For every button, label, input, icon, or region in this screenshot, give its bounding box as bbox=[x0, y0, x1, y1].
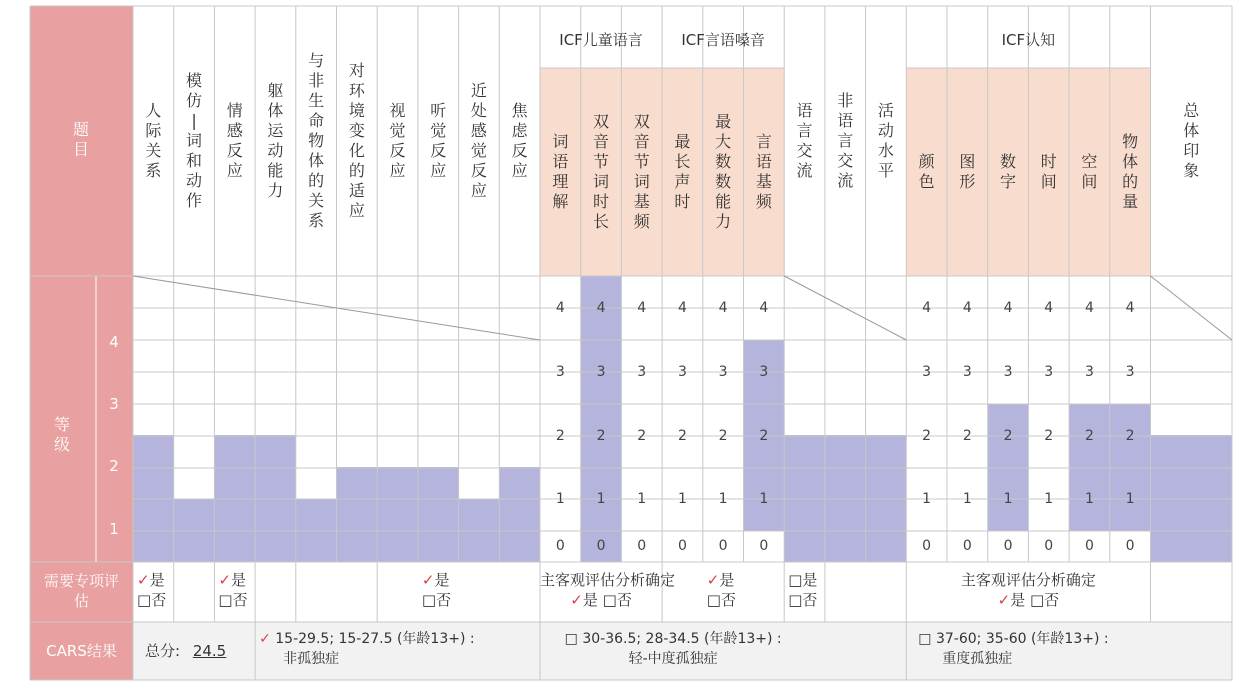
sub-score-value: 1 bbox=[637, 491, 647, 507]
sub-score-value: 1 bbox=[1084, 491, 1094, 507]
yes-checkbox[interactable]: ✓ bbox=[137, 571, 150, 589]
label-char: 的 bbox=[1122, 172, 1139, 191]
label-char: 总 bbox=[1183, 101, 1200, 120]
sub-score-value: 0 bbox=[1125, 538, 1135, 554]
label-char: 应 bbox=[470, 181, 487, 200]
label-char: 数 bbox=[715, 172, 732, 191]
scale-label-3: 3 bbox=[109, 395, 119, 413]
label-char: 觉 bbox=[470, 141, 487, 160]
label-char: 言 bbox=[755, 132, 772, 151]
label-char: 应 bbox=[348, 201, 365, 220]
label-char: 与 bbox=[308, 51, 325, 70]
sub-item-header bbox=[550, 132, 570, 212]
label-char: 量 bbox=[1122, 192, 1139, 211]
column-header-13 bbox=[876, 101, 896, 181]
sub-score-value: 3 bbox=[1044, 364, 1054, 380]
label-char: 应 bbox=[430, 161, 447, 180]
label-char: 应 bbox=[511, 161, 528, 180]
sub-score-value: 2 bbox=[596, 428, 606, 444]
no-checkbox[interactable]: □ bbox=[788, 591, 803, 609]
sub-item-header bbox=[713, 112, 733, 232]
label-char: 双 bbox=[633, 112, 650, 131]
label-char: 处 bbox=[470, 101, 487, 120]
label-char: 仿 bbox=[186, 91, 203, 110]
total-value[interactable]: 24.5 bbox=[192, 642, 227, 660]
group-title: ICF儿童语言 bbox=[559, 31, 643, 49]
label-char: 焦 bbox=[511, 101, 528, 120]
eval-item-1[interactable]: ✓是 □否 bbox=[137, 571, 167, 609]
label-char: 能 bbox=[715, 192, 732, 211]
label-char: 节 bbox=[593, 152, 610, 171]
sub-score-value: 4 bbox=[718, 300, 728, 316]
scale-label-2: 2 bbox=[109, 457, 119, 475]
label-char: 环 bbox=[348, 81, 365, 100]
label-char: 言 bbox=[796, 121, 813, 140]
label-char: 印 bbox=[1183, 141, 1200, 160]
sub-score-value: 2 bbox=[555, 428, 565, 444]
no-checkbox[interactable]: □ bbox=[137, 591, 152, 609]
label-char: 语 bbox=[755, 152, 772, 171]
sub-score-value: 3 bbox=[596, 364, 606, 380]
label-char: 听 bbox=[430, 101, 447, 120]
sub-score-value: 0 bbox=[1003, 538, 1013, 554]
label-char: 动 bbox=[877, 121, 894, 140]
sub-score-value: 2 bbox=[1125, 428, 1135, 444]
row-header-label bbox=[71, 120, 91, 160]
sub-score-value: 0 bbox=[759, 538, 769, 554]
label-char: 系 bbox=[145, 161, 162, 180]
label-char: 虑 bbox=[511, 121, 528, 140]
label-char: 模 bbox=[186, 71, 203, 90]
sub-score-value: 3 bbox=[718, 364, 728, 380]
label-char: 感 bbox=[226, 121, 243, 140]
label-char: 适 bbox=[348, 181, 365, 200]
sub-score-value: 4 bbox=[677, 300, 687, 316]
sub-score-value: 4 bbox=[637, 300, 647, 316]
label-char: 应 bbox=[226, 161, 243, 180]
column-header-11 bbox=[795, 101, 815, 181]
group-title: ICF言语嗓音 bbox=[681, 31, 765, 49]
eval-group-language: 主客观评估分析确定 ✓是 □否 bbox=[540, 571, 676, 609]
sub-score-value: 3 bbox=[677, 364, 687, 380]
sub-score-value: 3 bbox=[637, 364, 647, 380]
column-header-4 bbox=[265, 81, 285, 201]
eval-item-8[interactable]: ✓是 □否 bbox=[421, 571, 452, 609]
yes-checkbox[interactable]: ✓ bbox=[570, 591, 583, 609]
sub-score-value: 1 bbox=[677, 491, 687, 507]
total-label: 总分: bbox=[145, 642, 185, 660]
label-char: 象 bbox=[1183, 161, 1200, 180]
label-char: 解 bbox=[552, 192, 569, 211]
label-char: 的 bbox=[348, 161, 365, 180]
sub-score-value: 1 bbox=[1125, 491, 1135, 507]
column-header-2 bbox=[184, 71, 204, 211]
sub-score-value: 2 bbox=[637, 428, 647, 444]
eval-header-label: 需要专项评估 bbox=[43, 572, 119, 610]
option-checkbox[interactable]: □ bbox=[564, 631, 578, 647]
label-char: 交 bbox=[796, 141, 813, 160]
column-header-6 bbox=[347, 61, 367, 221]
label-char: 非 bbox=[308, 71, 325, 90]
eval-group-cognition: 主客观评估分析确定 ✓是 □否 bbox=[960, 571, 1096, 609]
column-header-8 bbox=[428, 101, 448, 181]
label-char: 人 bbox=[145, 101, 162, 120]
label-char: 非 bbox=[837, 91, 854, 110]
label-char: 最 bbox=[674, 132, 691, 151]
label-char: | bbox=[191, 111, 197, 130]
column-header-3 bbox=[225, 101, 245, 181]
label-char: 理 bbox=[552, 172, 569, 191]
label-char: 动 bbox=[267, 141, 284, 160]
sub-score-value: 1 bbox=[555, 491, 565, 507]
sub-score-value: 2 bbox=[718, 428, 728, 444]
label-char: 语 bbox=[837, 111, 854, 130]
sub-item-header bbox=[1039, 152, 1059, 192]
grade-header-label bbox=[52, 415, 72, 455]
label-char: 体 bbox=[267, 101, 284, 120]
label-char: 变 bbox=[348, 121, 365, 140]
sub-score-value: 4 bbox=[1044, 300, 1054, 316]
sub-item-header bbox=[957, 152, 977, 192]
sub-score-value: 3 bbox=[555, 364, 565, 380]
sub-score-value: 1 bbox=[922, 491, 932, 507]
label-char: 交 bbox=[837, 151, 854, 170]
label-char: 题 bbox=[72, 120, 89, 139]
label-char: 力 bbox=[267, 181, 284, 200]
label-char: 频 bbox=[633, 212, 650, 231]
label-char: 图 bbox=[959, 152, 976, 171]
sub-score-value: 2 bbox=[1084, 428, 1094, 444]
label-char: 言 bbox=[837, 131, 854, 150]
label-char: 关 bbox=[308, 191, 325, 210]
label-char: 反 bbox=[430, 141, 447, 160]
sub-score-value: 0 bbox=[1084, 538, 1094, 554]
label-char: 反 bbox=[511, 141, 528, 160]
label-char: 流 bbox=[796, 161, 813, 180]
sub-item-header bbox=[1120, 132, 1140, 212]
label-char: 关 bbox=[145, 141, 162, 160]
label-char: 字 bbox=[1000, 172, 1017, 191]
option-checkbox[interactable]: ✓ bbox=[259, 631, 271, 647]
label-char: 音 bbox=[593, 132, 610, 151]
option-checkbox[interactable]: □ bbox=[918, 631, 932, 647]
label-char: 和 bbox=[186, 151, 203, 170]
sub-item-header bbox=[632, 112, 652, 232]
label-char: 颜 bbox=[918, 152, 935, 171]
eval-item-nonverbal[interactable]: □是 □否 bbox=[788, 571, 818, 609]
label-char: 物 bbox=[1122, 132, 1139, 151]
label-char: 时 bbox=[593, 192, 610, 211]
no-checkbox[interactable]: □ bbox=[218, 591, 233, 609]
sub-score-value: 0 bbox=[555, 538, 565, 554]
sub-score-value: 2 bbox=[1044, 428, 1054, 444]
label-char: 生 bbox=[308, 91, 325, 110]
label-char: 音 bbox=[633, 132, 650, 151]
group-title: ICF认知 bbox=[1001, 31, 1056, 49]
cars-header-label: CARS结果 bbox=[46, 642, 117, 660]
label-char: 命 bbox=[308, 111, 325, 130]
sub-score-value: 0 bbox=[922, 538, 932, 554]
cars-total bbox=[145, 641, 234, 661]
sub-item-header bbox=[754, 132, 774, 212]
yes-checkbox[interactable]: ✓ bbox=[421, 571, 435, 589]
label-char: 双 bbox=[593, 112, 610, 131]
sub-score-value: 3 bbox=[1003, 364, 1013, 380]
sub-score-value: 1 bbox=[596, 491, 606, 507]
label-char: 情 bbox=[226, 101, 243, 120]
sub-score-value: 3 bbox=[1125, 364, 1135, 380]
label-char: 长 bbox=[593, 212, 610, 231]
label-char: 运 bbox=[267, 121, 284, 140]
label-char: 间 bbox=[1081, 172, 1098, 191]
label-char: 目 bbox=[72, 140, 89, 159]
label-char: 的 bbox=[308, 171, 325, 190]
label-char: 级 bbox=[53, 435, 70, 454]
no-checkbox[interactable]: □ bbox=[1029, 591, 1045, 609]
label-char: 形 bbox=[959, 172, 976, 191]
label-char: 躯 bbox=[267, 81, 284, 100]
label-char: 觉 bbox=[430, 121, 447, 140]
label-char: 节 bbox=[633, 152, 650, 171]
yes-checkbox[interactable]: ✓ bbox=[218, 571, 231, 589]
label-char: 水 bbox=[877, 141, 894, 160]
label-char: 对 bbox=[348, 61, 365, 80]
label-char: 感 bbox=[470, 121, 487, 140]
label-char: 时 bbox=[1040, 152, 1057, 171]
sub-score-value: 4 bbox=[596, 300, 606, 316]
label-char: 词 bbox=[552, 132, 569, 151]
sub-score-value: 1 bbox=[962, 491, 972, 507]
label-char: 体 bbox=[1183, 121, 1200, 140]
label-char: 近 bbox=[470, 81, 487, 100]
eval-item-voice[interactable]: ✓是 □否 bbox=[706, 571, 736, 609]
label-char: 作 bbox=[186, 191, 203, 210]
label-char: 体 bbox=[1122, 152, 1139, 171]
label-char: 等 bbox=[53, 415, 70, 434]
label-char: 活 bbox=[877, 101, 894, 120]
label-char: 觉 bbox=[389, 121, 406, 140]
scale-label-4: 4 bbox=[109, 333, 119, 351]
label-char: 空 bbox=[1081, 152, 1098, 171]
label-char: 平 bbox=[877, 161, 894, 180]
label-char: 化 bbox=[348, 141, 365, 160]
label-char: 能 bbox=[267, 161, 284, 180]
sub-score-value: 4 bbox=[759, 300, 769, 316]
sub-score-value: 0 bbox=[1044, 538, 1054, 554]
label-char: 数 bbox=[715, 152, 732, 171]
column-header-7 bbox=[388, 101, 408, 181]
sub-item-header bbox=[1079, 152, 1099, 192]
label-char: 词 bbox=[633, 172, 650, 191]
label-char: 基 bbox=[633, 192, 650, 211]
sub-item-header bbox=[998, 152, 1018, 192]
no-checkbox[interactable]: □ bbox=[706, 591, 721, 609]
sub-item-header bbox=[672, 132, 692, 212]
sub-score-value: 1 bbox=[1003, 491, 1013, 507]
sub-score-value: 4 bbox=[1003, 300, 1013, 316]
sub-score-value: 4 bbox=[1125, 300, 1135, 316]
label-char: 大 bbox=[715, 132, 732, 151]
label-char: 时 bbox=[674, 192, 691, 211]
label-char: 境 bbox=[348, 101, 365, 120]
column-header-12 bbox=[835, 91, 855, 191]
label-char: 力 bbox=[715, 212, 732, 231]
eval-item-3[interactable]: ✓是 □否 bbox=[218, 571, 248, 609]
sub-score-value: 0 bbox=[677, 538, 687, 554]
sub-score-value: 0 bbox=[637, 538, 647, 554]
label-char: 流 bbox=[837, 171, 854, 190]
sub-score-value: 3 bbox=[1084, 364, 1094, 380]
label-char: 应 bbox=[389, 161, 406, 180]
sub-item-header bbox=[591, 112, 611, 232]
sub-score-value: 4 bbox=[555, 300, 565, 316]
sub-score-value: 3 bbox=[962, 364, 972, 380]
label-char: 语 bbox=[552, 152, 569, 171]
sub-score-value: 3 bbox=[759, 364, 769, 380]
column-header-9 bbox=[469, 81, 489, 201]
sub-score-value: 1 bbox=[759, 491, 769, 507]
yes-checkbox[interactable]: ✓ bbox=[997, 591, 1011, 609]
sub-score-value: 2 bbox=[922, 428, 932, 444]
scale-label-1: 1 bbox=[109, 520, 119, 538]
column-header-15 bbox=[1181, 101, 1201, 181]
label-char: 反 bbox=[470, 161, 487, 180]
sub-score-value: 1 bbox=[1044, 491, 1054, 507]
sub-score-value: 4 bbox=[1084, 300, 1094, 316]
label-char: 语 bbox=[796, 101, 813, 120]
label-char: 频 bbox=[755, 192, 772, 211]
label-char: 际 bbox=[145, 121, 162, 140]
label-char: 长 bbox=[674, 152, 691, 171]
sub-score-value: 3 bbox=[922, 364, 932, 380]
yes-checkbox[interactable]: ✓ bbox=[706, 571, 720, 589]
sub-score-value: 2 bbox=[677, 428, 687, 444]
label-char: 最 bbox=[715, 112, 732, 131]
cars-option-mild-moderate[interactable]: □ 30-36.5; 28-34.5 (年龄13+) : 轻-中度孤独症 bbox=[564, 631, 782, 667]
label-char: 声 bbox=[674, 172, 691, 191]
sub-score-value: 0 bbox=[718, 538, 728, 554]
label-char: 间 bbox=[1040, 172, 1057, 191]
label-char: 物 bbox=[308, 131, 325, 150]
column-header-5 bbox=[306, 51, 326, 231]
sub-score-value: 4 bbox=[962, 300, 972, 316]
sub-score-value: 2 bbox=[1003, 428, 1013, 444]
sub-score-value: 1 bbox=[718, 491, 728, 507]
sub-score-value: 2 bbox=[759, 428, 769, 444]
label-char: 体 bbox=[308, 151, 325, 170]
sub-score-value: 4 bbox=[922, 300, 932, 316]
label-char: 反 bbox=[226, 141, 243, 160]
column-header-10 bbox=[510, 101, 530, 181]
cars-option-nonautism[interactable]: ✓ 15-29.5; 15-27.5 (年龄13+) : 非孤独症 bbox=[259, 631, 475, 667]
label-char: 基 bbox=[755, 172, 772, 191]
cars-option-severe[interactable]: □ 37-60; 35-60 (年龄13+) : 重度孤独症 bbox=[918, 631, 1109, 667]
label-char: 色 bbox=[918, 172, 935, 191]
label-char: 视 bbox=[389, 101, 406, 120]
sub-item-header bbox=[917, 152, 937, 192]
label-char: 词 bbox=[593, 172, 610, 191]
label-char: 反 bbox=[389, 141, 406, 160]
label-char: 词 bbox=[186, 131, 203, 150]
column-header-1 bbox=[143, 101, 163, 181]
label-char: 数 bbox=[1000, 152, 1017, 171]
sub-score-value: 0 bbox=[596, 538, 606, 554]
sub-score-value: 0 bbox=[962, 538, 972, 554]
no-checkbox[interactable]: □ bbox=[602, 591, 617, 609]
no-checkbox[interactable]: □ bbox=[421, 591, 437, 609]
yes-checkbox[interactable]: □ bbox=[788, 571, 803, 589]
sub-score-value: 2 bbox=[962, 428, 972, 444]
label-char: 动 bbox=[186, 171, 203, 190]
label-char: 系 bbox=[308, 211, 325, 230]
